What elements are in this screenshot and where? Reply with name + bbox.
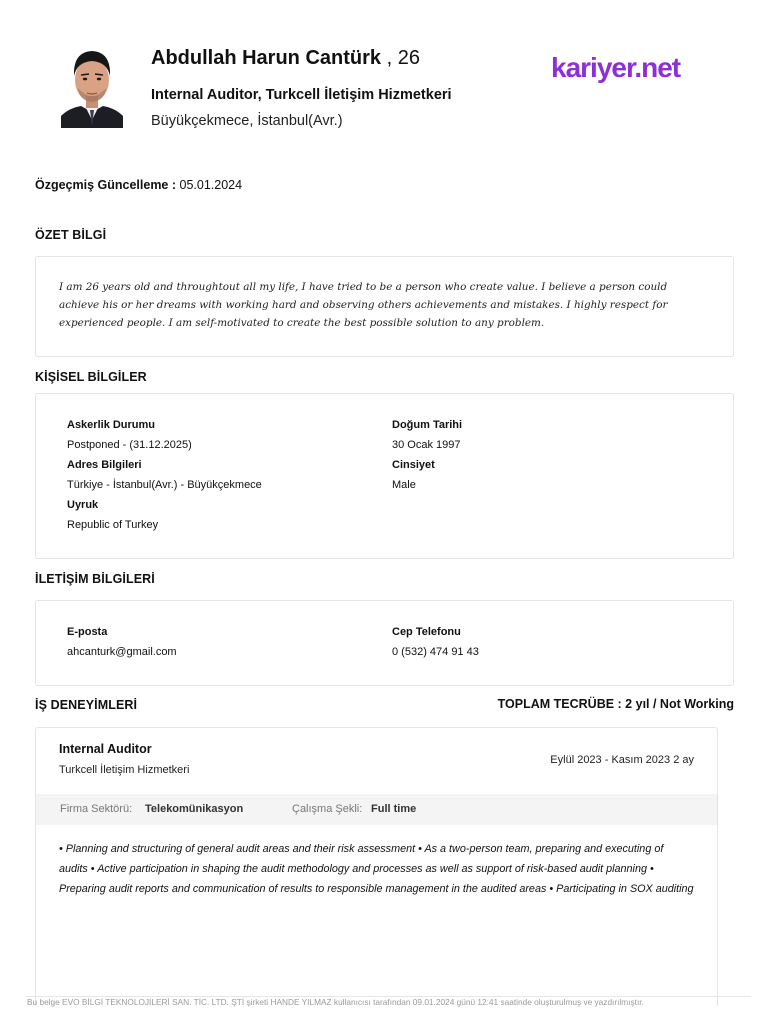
- update-label: Özgeçmiş Güncelleme :: [35, 178, 177, 192]
- candidate-location: Büyükçekmece, İstanbul(Avr.): [151, 113, 343, 129]
- address-label: Adres Bilgileri: [67, 459, 142, 471]
- candidate-name: Abdullah Harun Cantürk: [151, 47, 382, 69]
- update-info: [35, 178, 242, 192]
- job-description: • Planning and structuring of general audit areas and their risk assessment • As a two-person team, preparing and executing of audits • Active participation in shaping the audit methodology and processes as well as support of risk-based audit planning • Preparing audit reports and communication of results to responsible management in the audited areas • Participating in SOX auditing: [59, 843, 694, 895]
- email-label: E-posta: [67, 626, 108, 638]
- phone-label: Cep Telefonu: [392, 626, 461, 638]
- gender-value: Male: [392, 479, 416, 491]
- summary-heading: ÖZET BİLGİ: [35, 228, 107, 242]
- update-date: 05.01.2024: [179, 178, 243, 192]
- birth-value: 30 Ocak 1997: [392, 439, 461, 451]
- worktype-value: Full time: [371, 803, 417, 815]
- contact-heading: İLETİŞİM BİLGİLERİ: [35, 572, 155, 586]
- candidate-title: Internal Auditor, Turkcell İletişim Hizmetkeri: [151, 87, 452, 103]
- total-experience: TOPLAM TECRÜBE : 2 yıl / Not Working: [497, 697, 734, 711]
- summary-card: [35, 256, 734, 357]
- sector-value: Telekomünikasyon: [145, 803, 244, 815]
- nationality-label: Uyruk: [67, 499, 99, 511]
- profile-photo: [61, 46, 123, 128]
- address-value: Türkiye - İstanbul(Avr.) - Büyükçekmece: [67, 479, 262, 491]
- job-card: [35, 727, 718, 1007]
- sector-label: Firma Sektörü:: [60, 803, 133, 815]
- job-meta-bar: [36, 794, 717, 825]
- personal-card: [35, 393, 734, 559]
- footer-note: Bu belge EVO BİLGİ TEKNOLOJİLERİ SAN. TİC. LTD. ŞTİ şirketi HANDE YILMAZ kullanıcısı tarafından 09.01.2024 günü 12:41 saatinde oluşturulmuş ve yazdırılmıştır.: [27, 997, 644, 1007]
- candidate-name-line: [151, 47, 420, 70]
- personal-heading: KİŞİSEL BİLGİLER: [35, 370, 147, 384]
- kariyer-logo[interactable]: kariyer.net: [551, 52, 681, 83]
- gender-label: Cinsiyet: [392, 459, 435, 471]
- experience-heading: İŞ DENEYİMLERİ: [35, 698, 138, 712]
- worktype-label: Çalışma Şekli:: [292, 803, 363, 815]
- email-value[interactable]: ahcanturk@gmail.com: [67, 646, 177, 658]
- job-dates: Eylül 2023 - Kasım 2023 2 ay: [550, 754, 694, 766]
- nationality-value: Republic of Turkey: [67, 519, 159, 531]
- candidate-age: , 26: [386, 47, 420, 69]
- phone-value[interactable]: 0 (532) 474 91 43: [392, 646, 479, 658]
- military-label: Askerlik Durumu: [67, 419, 156, 431]
- cv-header: [0, 0, 768, 150]
- job-company: Turkcell İletişim Hizmetkeri: [59, 764, 190, 776]
- military-value: Postponed - (31.12.2025): [67, 439, 192, 451]
- contact-card: [35, 600, 734, 686]
- job-title: Internal Auditor: [59, 742, 152, 756]
- birth-label: Doğum Tarihi: [392, 419, 463, 431]
- summary-text: I am 26 years old and throughtout all my life, I have tried to be a person who create value. I believe a person could achieve his or her dreams with working hard and observing others achievements and mistakes. I highly respect for experienced people. I am self-motivated to create the best possible solution to any problem.: [59, 281, 668, 329]
